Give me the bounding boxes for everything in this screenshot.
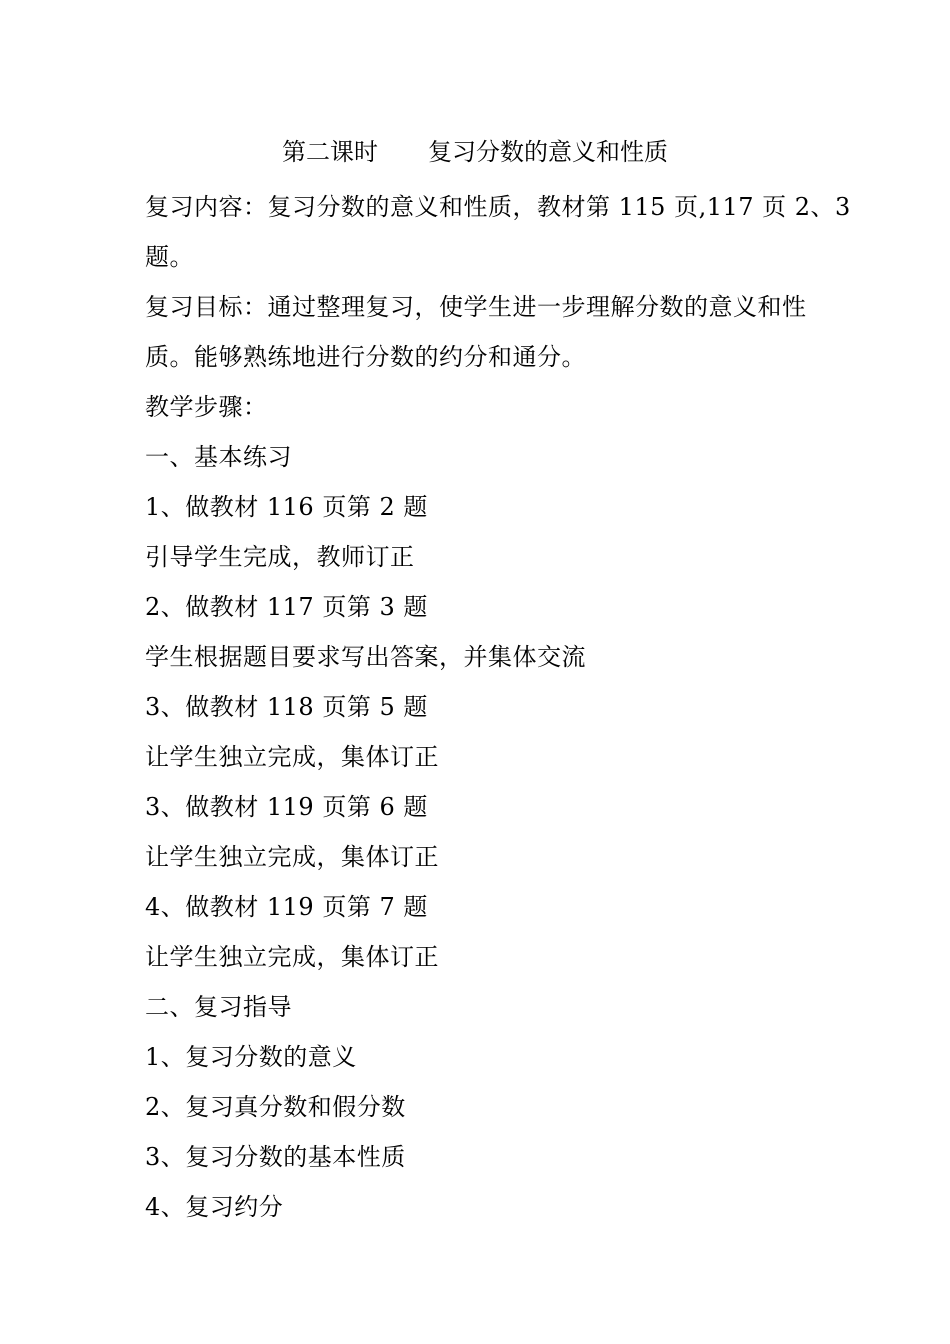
lesson-number: 第二课时: [282, 138, 378, 166]
section-heading-basic-practice: 一、基本练习: [145, 443, 292, 471]
review-content-line-1: 复习内容：复习分数的意义和性质，教材第 115 页,117 页 2、3: [145, 193, 851, 221]
list-item: 3、复习分数的基本性质: [145, 1143, 406, 1171]
review-content-line-2: 题。: [145, 243, 194, 271]
section-heading-review-guidance: 二、复习指导: [145, 993, 292, 1021]
document-body: [145, 182, 851, 1232]
lesson-topic: 复习分数的意义和性质: [428, 138, 668, 166]
teaching-steps-heading: 教学步骤：: [145, 393, 268, 421]
list-item-note: 学生根据题目要求写出答案，并集体交流: [145, 643, 586, 671]
list-item: 4、复习约分: [145, 1193, 284, 1221]
list-item-note: 引导学生完成，教师订正: [145, 543, 415, 571]
list-item-note: 让学生独立完成，集体订正: [145, 743, 439, 771]
review-goal-line-2: 质。能够熟练地进行分数的约分和通分。: [145, 343, 586, 371]
page-title: [0, 132, 950, 172]
list-item-note: 让学生独立完成，集体订正: [145, 943, 439, 971]
list-item: 2、做教材 117 页第 3 题: [145, 593, 428, 621]
list-item: 1、做教材 116 页第 2 题: [145, 493, 428, 521]
list-item: 4、做教材 119 页第 7 题: [145, 893, 428, 921]
list-item-note: 让学生独立完成，集体订正: [145, 843, 439, 871]
review-goal-line-1: 复习目标：通过整理复习，使学生进一步理解分数的意义和性: [145, 293, 807, 321]
list-item: 3、做教材 118 页第 5 题: [145, 693, 428, 721]
list-item: 3、做教材 119 页第 6 题: [145, 793, 428, 821]
list-item: 1、复习分数的意义: [145, 1043, 357, 1071]
list-item: 2、复习真分数和假分数: [145, 1093, 406, 1121]
